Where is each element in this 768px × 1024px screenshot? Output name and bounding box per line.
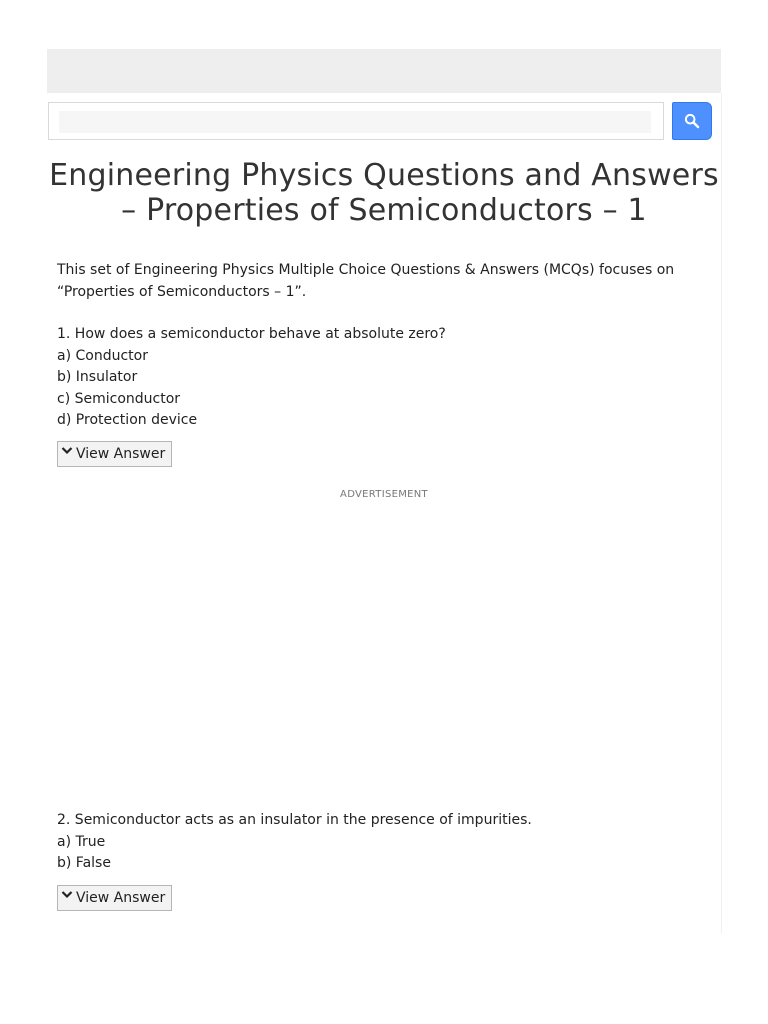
answer-option: a) True [57, 833, 106, 850]
search-icon [684, 113, 700, 129]
intro-text: This set of Engineering Physics Multiple Choice Questions & Answers (MCQs) focuses on “Properties of Semiconductors – 1”. [57, 262, 675, 300]
search-button[interactable] [672, 102, 712, 140]
question-text: 2. Semiconductor acts as an insulator in the presence of impurities. [57, 812, 532, 828]
view-answer-label: View Answer [76, 890, 166, 906]
answer-option: c) Semiconductor [57, 390, 181, 407]
view-answer-button[interactable] [57, 441, 172, 467]
top-banner [47, 49, 721, 93]
answer-option: a) Conductor [57, 347, 148, 364]
chevron-down-icon [60, 888, 74, 908]
answer-option: d) Protection device [57, 412, 198, 428]
chevron-down-icon [60, 444, 74, 464]
search-input[interactable] [59, 111, 651, 133]
answer-option: b) Insulator [57, 369, 138, 385]
question-2 [57, 810, 707, 875]
answer-option: b) False [57, 855, 111, 871]
question-1 [57, 324, 707, 432]
view-answer-button[interactable] [57, 885, 172, 911]
question-text: 1. How does a semiconductor behave at absolute zero? [57, 326, 446, 342]
page-title: Engineering Physics Questions and Answers – Properties of Semiconductors – 1 [49, 158, 719, 228]
advertisement-label: ADVERTISEMENT [340, 489, 428, 500]
search-box [48, 102, 664, 140]
view-answer-label: View Answer [76, 446, 166, 462]
